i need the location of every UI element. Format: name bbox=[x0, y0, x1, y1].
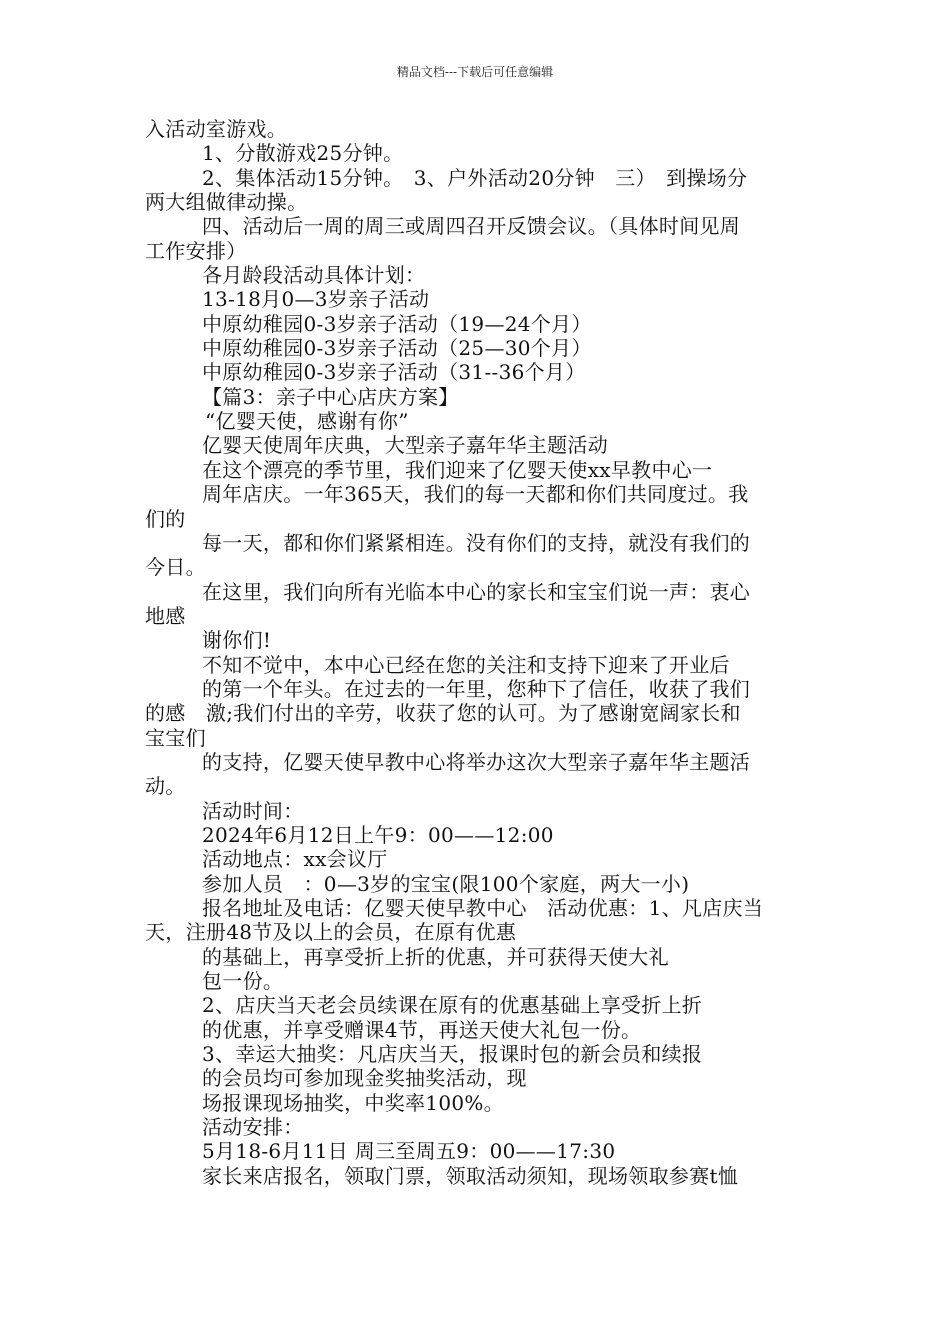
text-line: 每一天，都和你们紧紧相连。没有你们的支持，就没有我们的 bbox=[202, 530, 751, 555]
text-line: 活动安排： bbox=[202, 1115, 304, 1140]
text-line: 2、集体活动15分钟。 3、户外活动20分钟 三） 到操场分 bbox=[202, 165, 748, 190]
text-line: 包一份。 bbox=[202, 969, 284, 994]
text-line: 3、幸运大抽奖：凡店庆当天，报课时包的新会员和续报 bbox=[202, 1042, 703, 1067]
text-line: 5月18-6月11日 周三至周五9：00——17:30 bbox=[202, 1139, 616, 1164]
text-line: 在这里，我们向所有光临本中心的家长和宝宝们说一声：衷心 bbox=[202, 579, 751, 604]
text-line: 13-18月0—3岁亲子活动 bbox=[202, 287, 430, 312]
text-line: 今日。 bbox=[145, 555, 206, 580]
text-line: 场报课现场抽奖，中奖率100%。 bbox=[202, 1090, 504, 1115]
text-line: 们的 bbox=[145, 506, 186, 531]
text-line: 中原幼稚园0-3岁亲子活动（19—24个月） bbox=[202, 311, 592, 336]
text-line: 的优惠，并享受赠课4节，再送天使大礼包一份。 bbox=[202, 1017, 642, 1042]
text-line: 1、分散游戏25分钟。 bbox=[202, 141, 404, 166]
text-line: 工作安排） bbox=[145, 238, 247, 263]
text-line: 在这个漂亮的季节里，我们迎来了亿婴天使xx早教中心一 bbox=[202, 457, 713, 482]
text-line: 2、店庆当天老会员续课在原有的优惠基础上享受折上折 bbox=[202, 993, 703, 1018]
text-line: 谢你们! bbox=[202, 628, 272, 653]
text-line: 天，注册48节及以上的会员，在原有优惠 bbox=[145, 920, 517, 945]
text-line: 2024年6月12日上午9：00——12:00 bbox=[202, 822, 554, 847]
section-heading: 【篇3：亲子中心店庆方案】 bbox=[202, 384, 459, 409]
text-line: 宝宝们 bbox=[145, 725, 206, 750]
text-line: 两大组做律动操。 bbox=[145, 190, 308, 215]
text-line: 地感 bbox=[145, 603, 186, 628]
text-line: 中原幼稚园0-3岁亲子活动（31--36个月） bbox=[202, 360, 586, 385]
text-line: 的第一个年头。在过去的一年里，您种下了信任，收获了我们 bbox=[202, 676, 751, 701]
text-line: 的支持，亿婴天使早教中心将举办这次大型亲子嘉年华主题活 bbox=[202, 749, 751, 774]
text-line: 中原幼稚园0-3岁亲子活动（25—30个月） bbox=[202, 336, 592, 361]
text-line: 亿婴天使周年庆典，大型亲子嘉年华主题活动 bbox=[202, 433, 608, 458]
text-line: 各月龄段活动具体计划： bbox=[202, 263, 426, 288]
text-line: 的会员均可参加现金奖抽奖活动，现 bbox=[202, 1066, 527, 1091]
text-line: 的感 激;我们付出的辛劳，收获了您的认可。为了感谢宽阔家长和 bbox=[145, 701, 741, 726]
text-line: 动。 bbox=[145, 774, 186, 799]
text-line: 参加人员 ：0—3岁的宝宝(限100个家庭，两大一小) bbox=[202, 871, 690, 896]
text-line: 周年店庆。一年365天，我们的每一天都和你们共同度过。我 bbox=[202, 482, 749, 507]
document-body bbox=[145, 117, 810, 1188]
text-line: 入活动室游戏。 bbox=[145, 117, 288, 141]
text-line: 活动地点：xx会议厅 bbox=[202, 847, 388, 872]
text-line: 的基础上，再享受折上折的优惠，并可获得天使大礼 bbox=[202, 944, 669, 969]
text-line: 活动时间： bbox=[202, 798, 304, 823]
text-line: “亿婴天使，感谢有你” bbox=[205, 409, 409, 434]
page-header: 精品文档---下载后可任意编辑 bbox=[396, 65, 554, 79]
text-line: 不知不觉中，本中心已经在您的关注和支持下迎来了开业后 bbox=[202, 652, 730, 677]
text-line: 报名地址及电话：亿婴天使早教中心 活动优惠：1、凡店庆当 bbox=[202, 896, 764, 920]
text-line: 四、活动后一周的周三或周四召开反馈会议。（具体时间见周 bbox=[202, 214, 741, 239]
text-line: 家长来店报名，领取门票，领取活动须知，现场领取参赛t恤 bbox=[202, 1163, 739, 1188]
